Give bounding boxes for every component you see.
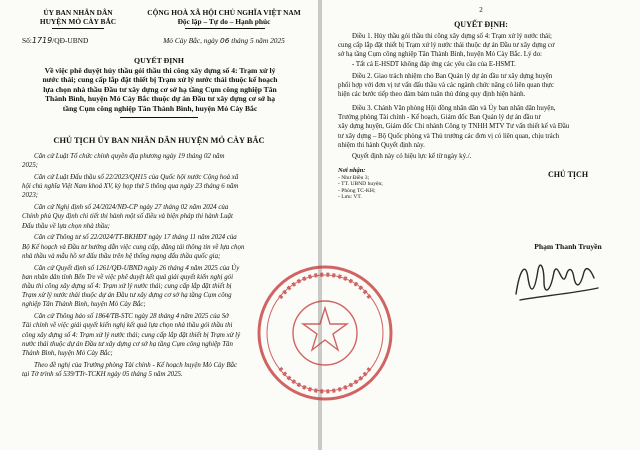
article-1: Điều 1. Hủy thầu gói thầu thi công xây dựng số 4: Trạm xử lý nước thải; cung cấp lắp đặt thiết bị Trạm xử lý nước thải thuộc dự án Đầu tư xây dựng cơ sở hạ tầng Cụm công nghiệp Tân Thành Bình, huyện Mỏ Cày Bắc. Lý do: - Tất cả E-HSDT không đáp ứng các yêu cầu của E-HSMT. (338, 33, 555, 68)
subject-line: Về việc phê duyệt hủy thầu gói thầu thi công xây dựng số 4: Trạm xử lý (44, 66, 276, 75)
decision-heading: QUYẾT ĐỊNH: (454, 20, 508, 29)
recipients-block (338, 168, 383, 201)
document-number (22, 36, 88, 45)
motto-underline (185, 28, 265, 29)
legal-basis: Căn cứ Nghị định số 24/2024/NĐ-CP ngày 27 tháng 02 năm 2024 của Chính phủ Quy định chi tiết thi hành một số điều và biện pháp thi hành Luật Đấu thầu về lựa chọn nhà thầu; (22, 204, 233, 230)
date-prefix: Mỏ Cày Bắc, ngày (163, 36, 219, 45)
date-suffix: tháng 5 năm 2025 (231, 36, 285, 45)
recipient-item: - Phòng TC-KH; (338, 187, 376, 194)
agency-name-line1: ỦY BAN NHÂN DÂN (43, 8, 113, 17)
page-number: 2 (479, 6, 483, 14)
signer-name: Phạm Thanh Truyền (534, 242, 602, 251)
legal-basis: Theo đề nghị của Trưởng phòng Tài chính - Kế hoạch huyện Mỏ Cày Bắc tại Tờ trình số 539/TTr-TCKH ngày 05 tháng 5 năm 2025. (22, 361, 238, 379)
document-subject (14, 66, 306, 113)
subject-underline (120, 117, 198, 118)
agency-underline (52, 28, 104, 29)
subject-line: Thành Bình, huyện Mỏ Cày Bắc thuộc dự án Đầu tư xây dựng cơ sở hạ (44, 94, 276, 104)
subject-line: tầng Cụm công nghiệp Tân Thành Bình, huyện Mỏ Cày Bắc (62, 103, 258, 113)
legal-basis: Căn cứ Thông tư số 22/2024/TT-BKHĐT ngày 17 tháng 11 năm 2024 của Bộ Kế hoạch và Đầu tư hướng dẫn việc cung cấp, đăng tải thông tin về lựa chọn nhà thầu và mẫu hồ sơ đấu thầu trên hệ thống mạng đấu thầu quốc gia; (22, 234, 245, 260)
document-type: QUYẾT ĐỊNH (134, 56, 184, 65)
national-title: CỘNG HOÀ XÃ HỘI CHỦ NGHĨA VIỆT NAM (147, 8, 301, 17)
date-day-handwritten: 06 (220, 36, 230, 45)
handwritten-signature-icon (510, 248, 602, 308)
legal-basis: Căn cứ Thông báo số 1864/TB-STC ngày 28 tháng 4 năm 2025 của Sở Tài chính về việc giải quyết kiến nghị kết quả lựa chọn nhà thầu gói thầu thi công xây dựng số 4: Trạm xử lý nước thải; cung cấp lắp đặt thiết bị Trạm xử lý nước thải thuộc dự án Đầu tư xây dựng cơ sở hạ tầng Cụm công nghiệp Tân Thành Bình, huyện Mỏ Cày Bắc; (22, 313, 241, 358)
official-seal-icon (250, 258, 400, 408)
recipient-item: - Như Điều 3; (338, 174, 370, 181)
legal-basis: Căn cứ Luật Tổ chức chính quyền địa phương ngày 19 tháng 02 năm 2025; (22, 153, 225, 170)
recipient-item: - TT. UBND huyện; (338, 181, 383, 188)
recipients-label: Nơi nhận: (338, 167, 366, 174)
article-2: Điều 2. Giao trách nhiệm cho Ban Quản lý dự án đầu tư xây dựng huyện phối hợp với đơn vị tư vấn đấu thầu và các ngành chức năng có liên quan thực hiện các bước tiếp theo đảm bảm tuân thủ đúng quy định hiện hành. (338, 73, 554, 99)
signer-title: CHỦ TỊCH (547, 170, 589, 179)
national-motto: Độc lập – Tự do – Hạnh phúc (177, 17, 271, 26)
document-number-handwritten: 1719 (31, 36, 53, 45)
legal-basis: Căn cứ Quyết định số 1261/QĐ-UBND ngày 26 tháng 4 năm 2025 của Ủy ban nhân dân tỉnh Bến Tre về việc phê duyệt kết quả giải quyết kiến nghị gói thầu thi công xây dựng số 4: Trạm xử lý nước thải; cung cấp lắp đặt thiết bị Trạm xử lý nước thải thuộc dự án Đầu tư xây dựng cơ sở hạ tầng Cụm công nghiệp Tân Thành Bình, huyện Mỏ Cày Bắc; (22, 264, 240, 309)
document-number-suffix: /QĐ-UBND (52, 36, 89, 45)
effective-clause: Quyết định này có hiệu lực kể từ ngày ký./. (352, 153, 472, 160)
subject-line: nước thải; cung cấp lắp đặt thiết bị Trạm xử lý nước thải thuộc kế hoạch (42, 75, 278, 85)
legal-basis: Căn cứ Luật Đấu thầu số 22/2023/QH15 của Quốc hội nước Cộng hoà xã hội chủ nghĩa Việt Nam khoá XV, kỳ họp thứ 5 thông qua ngày 23 tháng 6 năm 2023; (22, 174, 239, 200)
document-date (140, 36, 308, 45)
agency-name-line2: HUYỆN MỎ CÀY BẮC (39, 17, 117, 26)
recipient-item: - Lưu: VT. (338, 194, 362, 201)
article-3: Điều 3. Chánh Văn phòng Hội đồng nhân dân và Ủy ban nhân dân huyện, Trưởng phòng Tài chính - Kế hoạch, Giám đốc Ban Quản lý dự án đầu tư xây dựng huyện, Giám đốc Chi nhánh Công ty TNHH MTV Tư vấn thiết kế và Đầu tư xây dựng – Bộ Quốc phòng và Thủ trưởng các đơn vị có liên quan, chịu trách nhiệm thi hành Quyết định này. (338, 105, 570, 149)
subject-line: lựa chọn nhà thầu Đầu tư xây dựng cơ sở hạ tầng Cụm công nghiệp Tân (43, 84, 277, 94)
issuing-authority: CHỦ TỊCH ỦY BAN NHÂN DÂN HUYỆN MỎ CÀY BẮC (53, 136, 265, 145)
document-number-prefix: Số: (22, 36, 32, 45)
